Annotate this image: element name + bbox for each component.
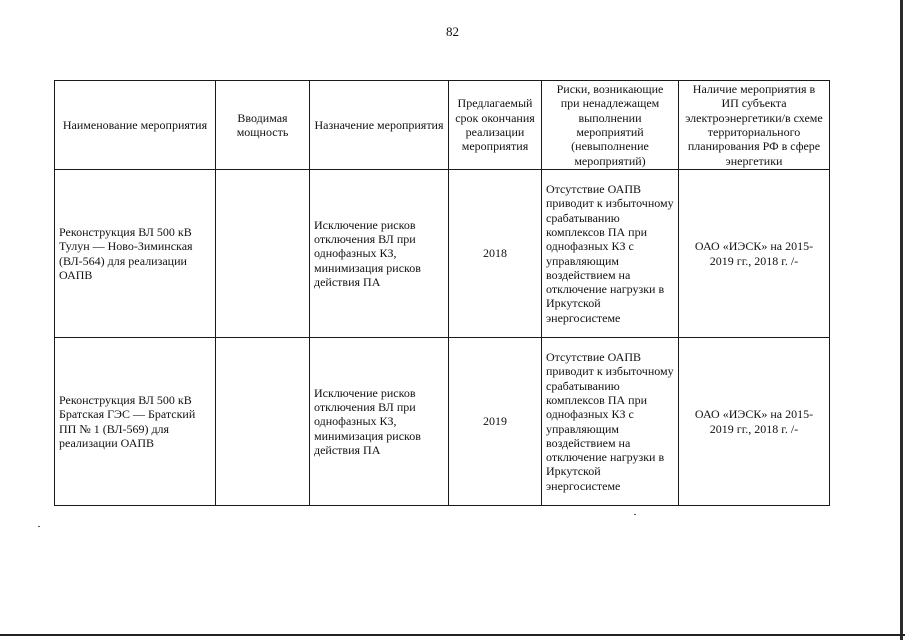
measures-table	[54, 80, 830, 506]
cell-ip: ОАО «ИЭСК» на 2015-2019 гг., 2018 г. /-	[679, 338, 830, 506]
header-name: Наименование мероприятия	[55, 81, 216, 170]
header-risk: Риски, возникающие при ненадлежащем выполнении мероприятий (невыполнение мероприятий)	[542, 81, 679, 170]
cell-purpose: Исключение рисков отключения ВЛ при однофазных КЗ, минимизация рисков действия ПА	[310, 170, 449, 338]
scan-speck	[634, 514, 636, 515]
cell-risk: Отсутствие ОАПВ приводит к избыточному срабатыванию комплексов ПА при однофазных КЗ с управляющим воздействием на отключение нагрузки в Иркутской энергосистеме	[542, 338, 679, 506]
header-power: Вводимая мощность	[216, 81, 310, 170]
header-purpose: Назначение мероприятия	[310, 81, 449, 170]
table-header-row	[55, 81, 830, 170]
cell-term: 2018	[449, 170, 542, 338]
cell-name: Реконструкция ВЛ 500 кВ Тулун — Ново-Зиминская (ВЛ-564) для реализации ОАПВ	[55, 170, 216, 338]
scan-bottom-edge	[0, 634, 905, 636]
cell-power	[216, 338, 310, 506]
cell-purpose: Исключение рисков отключения ВЛ при однофазных КЗ, минимизация рисков действия ПА	[310, 338, 449, 506]
header-term: Предлагаемый срок окончания реализации мероприятия	[449, 81, 542, 170]
cell-risk: Отсутствие ОАПВ приводит к избыточному срабатыванию комплексов ПА при однофазных КЗ с управляющим воздействием на отключение нагрузки в Иркутской энергосистеме	[542, 170, 679, 338]
cell-power	[216, 170, 310, 338]
scan-right-edge	[900, 0, 903, 640]
scan-speck	[38, 526, 40, 527]
cell-name: Реконструкция ВЛ 500 кВ Братская ГЭС — Братский ПП № 1 (ВЛ-569) для реализации ОАПВ	[55, 338, 216, 506]
table-row	[55, 170, 830, 338]
cell-ip: ОАО «ИЭСК» на 2015-2019 гг., 2018 г. /-	[679, 170, 830, 338]
header-ip: Наличие мероприятия в ИП субъекта электроэнергетики/в схеме территориального планирования РФ в сфере энергетики	[679, 81, 830, 170]
page-number: 82	[446, 24, 459, 39]
cell-term: 2019	[449, 338, 542, 506]
table-row	[55, 338, 830, 506]
